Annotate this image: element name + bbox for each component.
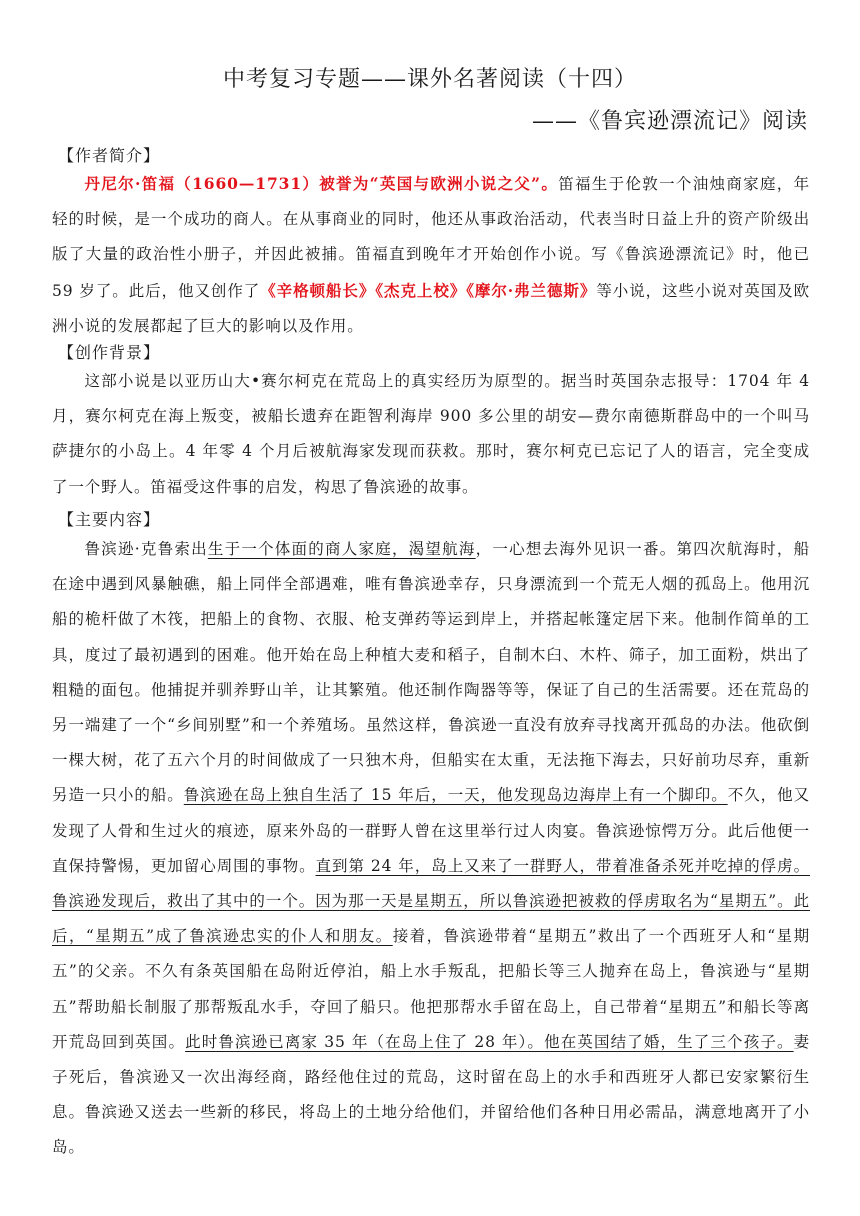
section-heading-main-content: 【主要内容】 [58, 510, 161, 529]
main-underline-2: 鲁滨逊在岛上独自生活了 15 年后，一天，他发现岛边海岸上有一个脚印。 [183, 786, 728, 805]
author-works: 《辛格顿船长》《杰克上校》《摩尔·弗兰德斯》 [260, 280, 597, 300]
author-red-intro: 丹尼尔·笛福（1660—1731）被誉为“英国与欧洲小说之父”。 [84, 174, 559, 193]
section-heading-background: 【创作背景】 [58, 343, 161, 362]
page-subtitle: ——《鲁宾逊漂流记》阅读 [531, 109, 808, 134]
author-text-2: 等小说，这些小说对英国及欧洲小说的发展都起了巨大的影响以及作用。 [52, 281, 810, 335]
main-content-paragraph [52, 532, 810, 1166]
main-text-3: 不久，他又发现了人骨和生过火的痕迹，原来外岛的一群野人曾在这里举行过人肉宴。鲁滨逊惊愕万分。此后他便一直保持警惕，更加留心周围的事物。 [52, 786, 810, 875]
section-heading-author: 【作者简介】 [58, 146, 161, 165]
main-text-5: 妻子死后，鲁滨逊又一次出海经商，路经他住过的荒岛，这时留在岛上的水手和西班牙人都已安家繁衍生息。鲁滨逊又送去一些新的移民，将岛上的土地分给他们，并留给他们各种日用必需品，满意地离开了小岛。 [52, 1032, 811, 1157]
main-underline-3: 直到第 24 年，岛上又来了一群野人，带着准备杀死并吃掉的俘虏。鲁滨逊发现后，救出了其中的一个。因为那一天是星期五，所以鲁滨逊把被救的俘虏取名为“星期五”。此后，“星期五”成了鲁滨逊忠实的仆人和朋友。 [52, 856, 810, 946]
page-title: 中考复习专题——课外名著阅读（十四） [222, 67, 637, 92]
main-underline-4: 此时鲁滨逊已离家 35 年（在岛上住了 28 年）。他在英国结了婚，生了三个孩子。 [185, 1032, 794, 1051]
background-paragraph: 这部小说是以亚历山大•赛尔柯克在荒岛上的真实经历为原型的。据当时英国杂志报导：1704 年 4 月，赛尔柯克在海上叛变，被船长遗弃在距智利海岸 900 多公里的胡安—费尔南德斯群岛中的一个叫马萨捷尔的小岛上。4 年零 4 个月后被航海家发现而获救。那时，赛尔柯克已忘记了人的语言，完全变成了一个野人。笛福受这件事的启发，构思了鲁滨逊的故事。 [52, 372, 810, 496]
main-text-2: ，一心想去海外见识一番。第四次航海时，船在途中遇到风暴触礁，船上同伴全部遇难，唯有鲁滨逊幸存，只身漂流到一个荒无人烟的孤岛上。他用沉船的桅杆做了木筏，把船上的食物、衣服、枪支弹药等运到岸上，并搭起帐篷定居下来。他制作简单的工具，度过了最初遇到的困难。他开始在岛上种植大麦和稻子，自制木臼、木杵、筛子，加工面粉，烘出了粗糙的面包。他捕捉并驯养野山羊，让其繁殖。他还制作陶器等等，保证了自己的生活需要。还在荒岛的另一端建了一个“乡间别墅”和一个养殖场。虽然这样，鲁滨逊一直没有放弃寻找离开孤岛的办法。他砍倒一棵大树，花了五六个月的时间做成了一只独木舟，但船实在太重，无法拖下海去，只好前功尽弃，重新另造一只小的船。 [52, 540, 810, 805]
main-underline-1: 生于一个体面的商人家庭，渴望航海 [207, 540, 476, 558]
main-text-4: 接着，鲁滨逊带着“星期五”救出了一个西班牙人和“星期五”的父亲。不久有条英国船在岛附近停泊，船上水手叛乱，把船长等三人抛弃在岛上，鲁滨逊与“星期五”帮助船长制服了那帮叛乱水手，夺回了船只。他把那帮水手留在岛上，自己带着“星期五”和船长等离开荒岛回到英国。 [52, 927, 810, 1051]
main-text-1: 鲁滨逊·克鲁索出 [84, 540, 208, 558]
author-text-1: 笛福生于伦敦一个油烛商家庭，年轻的时候，是一个成功的商人。在从事商业的同时，他还从事政治活动，代表当时日益上升的资产阶级出版了大量的政治性小册子，并因此被捕。笛福直到晚年才开始创作小说。写《鲁滨逊漂流记》时，他已 59 岁了。此后，他又创作了 [52, 175, 810, 300]
author-paragraph [52, 166, 810, 344]
